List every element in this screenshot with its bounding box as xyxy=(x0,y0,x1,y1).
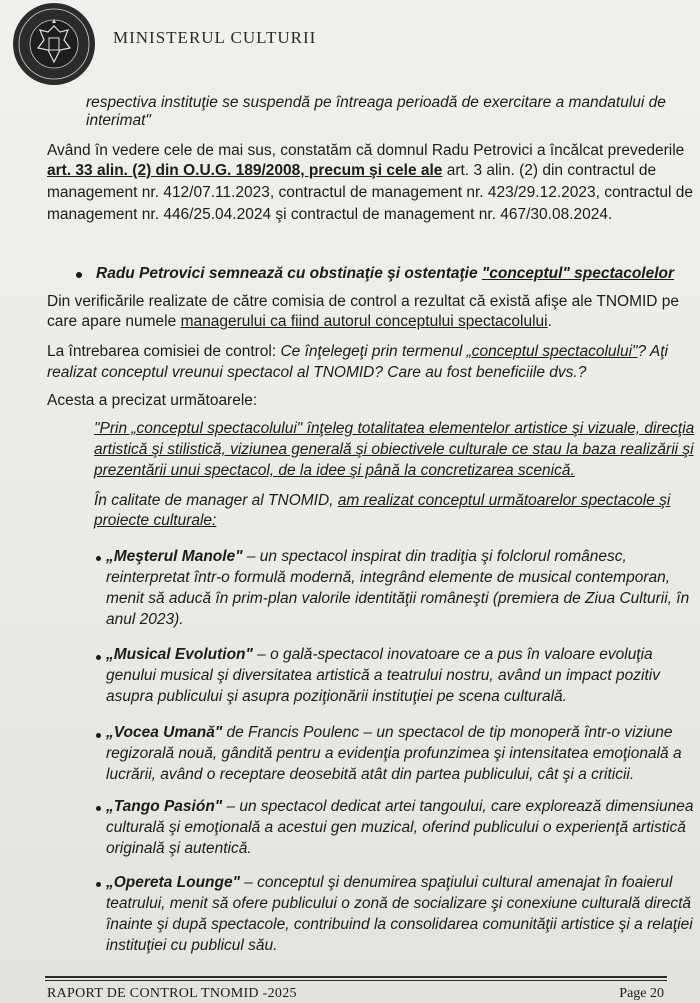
item-line: genului musical şi diversitatea artistică a teatrului nostru, având un impact pozitiv xyxy=(106,667,660,684)
item-line: lucrării, având o receptare deosebită atât din partea publicului, cât şi a criticii. xyxy=(106,766,635,783)
quote-continuation-line-2: interimat" xyxy=(86,112,151,129)
paragraph-line: management nr. 412/07.11.2023, contractul de management nr. 423/29.12.2023, contractul de xyxy=(47,184,693,201)
paragraph-line xyxy=(47,313,552,331)
ministry-name: MINISTERUL CULTURII xyxy=(113,28,317,47)
item-title: „Tango Pasión" xyxy=(106,798,223,815)
section-heading-underlined: "conceptul" spectacolelor xyxy=(481,265,675,282)
footer-divider xyxy=(45,976,667,978)
paragraph-line: Având în vedere cele de mai sus, constatăm că domnul Radu Petrovici a încălcat prevederile xyxy=(47,142,685,159)
item-line: anul 2023). xyxy=(106,611,184,628)
item-title: „Meşterul Manole" xyxy=(106,548,243,565)
item-line: teatrului, menit să ofere publicului o zonă de socializare şi conexiune culturală directă xyxy=(106,895,692,912)
bullet-icon xyxy=(96,556,101,561)
question-line: realizat conceptul vreunui spectacol al TNOMID? Care au fost beneficiile dvs.? xyxy=(47,364,587,381)
item-line: culturală şi emoţională a acestui gen muzical, oferind publicului o experienţă artistică xyxy=(106,819,686,836)
list-item xyxy=(106,874,672,892)
footer-divider xyxy=(45,980,667,981)
section-heading-text: Radu Petrovici semnează cu obstinaţie şi ostentaţie xyxy=(96,265,482,282)
item-text: – un spectacol dedicat artei tangoului, care explorează dimensiunea xyxy=(222,798,694,815)
item-line: menit să aducă în prim-plan valorile identităţii româneşti (premiera de Ziua Culturii, în xyxy=(106,590,690,607)
quote-line: prezentării unui spectacol, de la idee şi până la concretizarea scenică. xyxy=(94,462,575,479)
page-number: Page 20 xyxy=(619,986,664,1001)
quote-text: În calitate de manager al TNOMID, xyxy=(94,492,338,509)
quote-line: "Prin „conceptul spectacolului" înţeleg totalitatea elementelor artistice şi vizuale, direcţia xyxy=(94,420,695,437)
bullet-icon xyxy=(76,272,82,278)
question-text: Ce înţelegeţi prin termenul xyxy=(280,343,467,360)
legal-reference: art. 33 alin. (2) din O.U.G. 189/2008, precum şi cele ale xyxy=(47,162,443,179)
bullet-icon xyxy=(96,806,101,811)
item-text: – conceptul şi denumirea spaţiului cultural amenajat în foaierul xyxy=(239,874,673,891)
list-item xyxy=(106,548,627,566)
section-heading xyxy=(96,265,674,283)
item-text: – o gală-spectacol inovatoare ce a pus în valoare evoluţia xyxy=(252,646,653,663)
item-text: – un spectacol inspirat din tradiţia şi folclorul românesc, xyxy=(242,548,627,565)
paragraph-text: La întrebarea comisiei de control: xyxy=(47,343,281,360)
list-item xyxy=(106,724,673,742)
paragraph-line: Din verificările realizate de către comisia de control a rezultat că există afişe ale TNOMID pe xyxy=(47,293,680,310)
underlined-text: managerului ca fiind autorul conceptului spectacolului xyxy=(180,313,548,330)
paragraph-line xyxy=(47,343,668,361)
item-title: „Musical Evolution" xyxy=(106,646,253,663)
bullet-icon xyxy=(96,733,101,738)
item-text: de Francis Poulenc – un spectacol de tip monoperă într-o viziune xyxy=(222,724,673,741)
item-line: regizorală nouă, gândită pentru a evidenţia profunzimea şi intensitatea emoţională a xyxy=(106,745,682,762)
paragraph-text: care apare numele xyxy=(47,313,181,330)
report-title: RAPORT DE CONTROL TNOMID -2025 xyxy=(47,986,297,1001)
quote-line xyxy=(94,492,670,510)
item-title: „Opereta Lounge" xyxy=(106,874,240,891)
paragraph-line: management nr. 446/25.04.2024 şi contractul de management nr. 467/30.08.2024. xyxy=(47,206,613,223)
bullet-icon xyxy=(96,882,101,887)
bullet-icon xyxy=(96,655,101,660)
quote-continuation-line-1: respectiva instituţie se suspendă pe întreaga perioadă de exercitare a mandatului de xyxy=(86,94,666,111)
question-underlined: „conceptul spectacolului" xyxy=(466,343,638,360)
paragraph-text: . xyxy=(547,313,552,330)
paragraph-line xyxy=(47,162,656,180)
quote-underlined: am realizat conceptul următoarelor spectacole şi xyxy=(337,492,671,509)
item-line: originală şi autentică. xyxy=(106,840,252,857)
list-item xyxy=(106,798,693,816)
question-text: ? Aţi xyxy=(637,343,668,360)
paragraph-line: Acesta a precizat următoarele: xyxy=(47,392,258,409)
item-line: instituţiei cu publicul său. xyxy=(106,937,278,954)
paragraph-text: art. 3 alin. (2) din contractul de xyxy=(442,162,657,179)
item-title: „Vocea Umană" xyxy=(106,724,223,741)
item-line: reinterpretat într-o formulă modernă, integrând elemente de musical contemporan, xyxy=(106,569,671,586)
government-seal-icon xyxy=(12,2,96,86)
quote-line: artistică şi stilistică, viziunea generală şi obiectivele culturale ce stau la baza realizării şi xyxy=(94,441,694,458)
list-item xyxy=(106,646,653,664)
item-line: asupra publicului şi asupra poziţionării instituţiei pe scena culturală. xyxy=(106,688,567,705)
item-line: înainte şi după spectacole, contribuind la consolidarea comunităţii artistice şi a relaţiei xyxy=(106,916,693,933)
quote-line: proiecte culturale: xyxy=(94,512,217,529)
